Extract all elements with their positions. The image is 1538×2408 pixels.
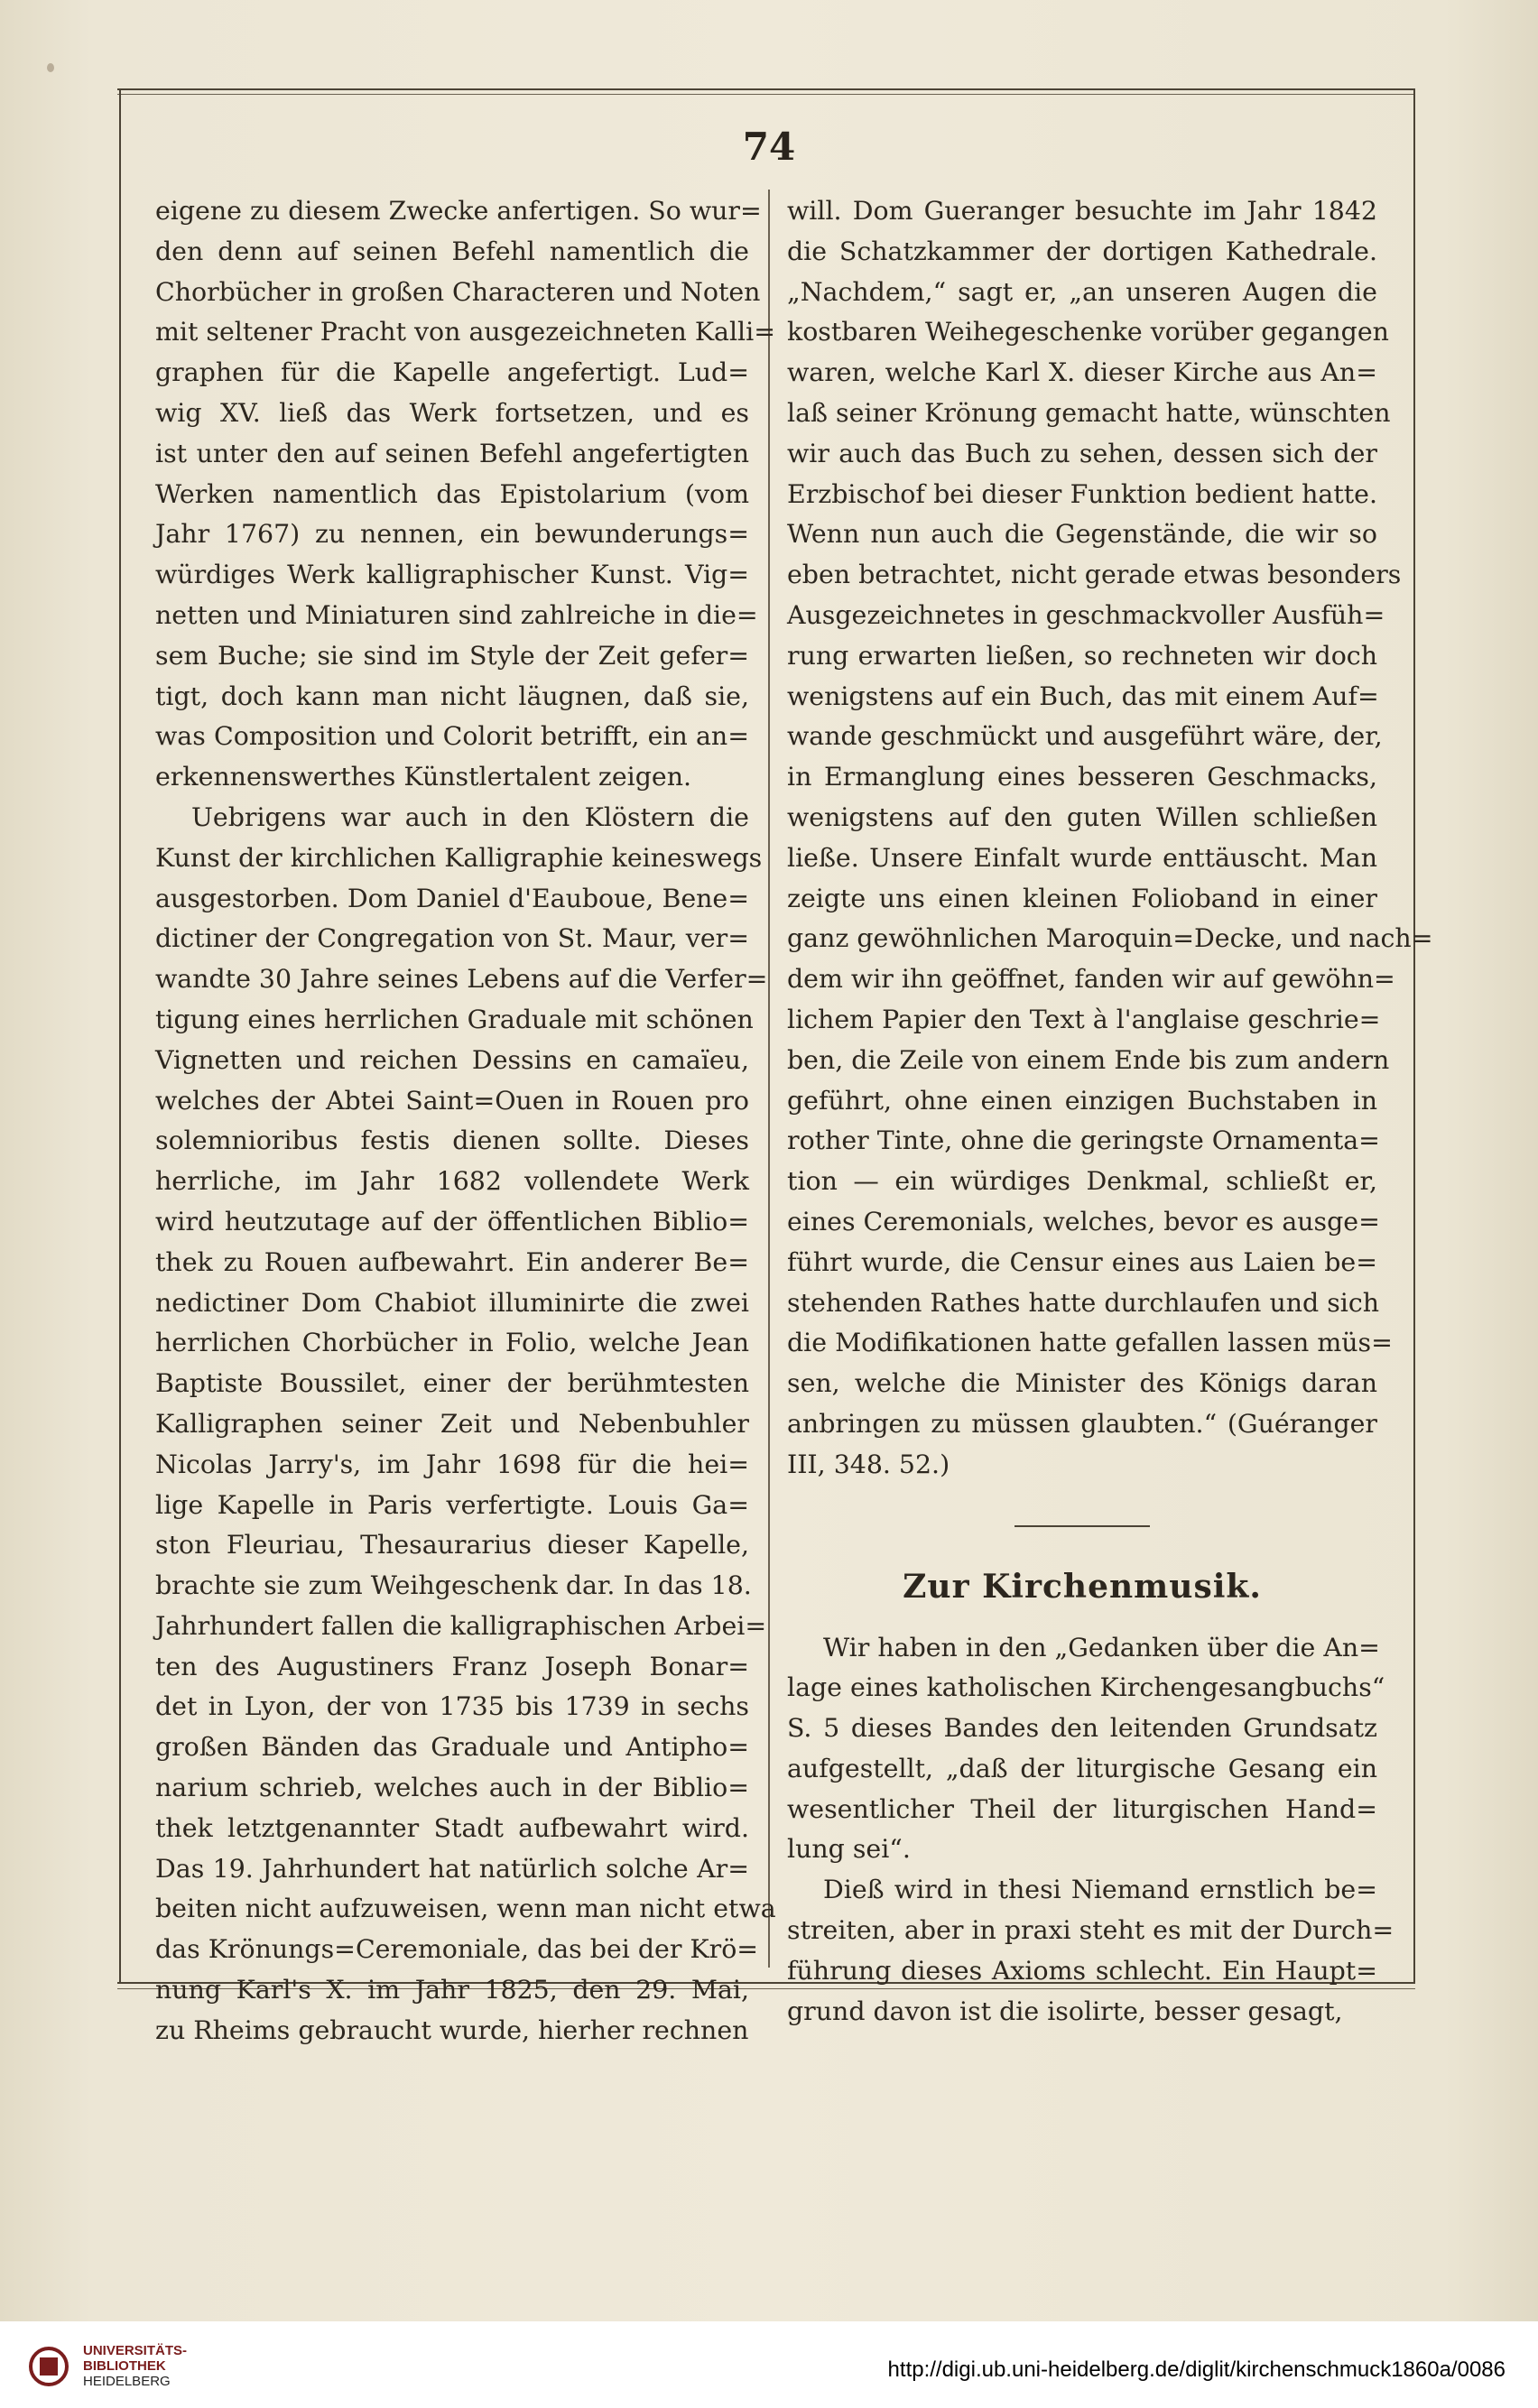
left-column-line: Das 19. Jahrhundert hat natürlich solche Ar= xyxy=(155,1853,749,1884)
left-column-line: netten und Miniaturen sind zahlreiche in die= xyxy=(155,599,758,630)
page-number: 74 xyxy=(742,125,796,169)
right-column-top-line: ließe. Unsere Einfalt wurde enttäuscht. Man xyxy=(787,842,1377,873)
left-column-line: beiten nicht aufzuweisen, wenn man nicht etwa xyxy=(155,1894,776,1924)
right-column-top-line: wenigstens auf den guten Willen schließen xyxy=(787,801,1377,832)
left-column-line: wird heutzutage auf der öffentlichen Biblio= xyxy=(155,1206,749,1236)
right-column-top-line: stehenden Rathes hatte durchlaufen und sich xyxy=(787,1287,1380,1318)
frame-top-rule xyxy=(117,88,1413,90)
left-column-line: herrlichen Chorbücher in Folio, welche Jean xyxy=(155,1328,749,1358)
right-column-bottom-line: Wir haben in den „Gedanken über die An= xyxy=(823,1632,1380,1662)
right-column-top-line: rung erwarten ließen, so rechneten wir doch xyxy=(787,640,1377,671)
left-column-line: narium schrieb, welches auch in der Biblio= xyxy=(155,1773,749,1803)
left-column-line: nung Karl's X. im Jahr 1825, den 29. Mai, xyxy=(155,1975,749,2005)
right-column-text-top xyxy=(787,191,1433,1486)
left-column-line: tigt, doch kann man nicht läugnen, daß sie, xyxy=(155,681,749,711)
right-column-top-line: Wenn nun auch die Gegenstände, die wir so xyxy=(787,519,1377,550)
right-column-top-line: „Nachdem,“ sagt er, „an unseren Augen die xyxy=(787,276,1377,307)
right-column-bottom-line: S. 5 dieses Bandes den leitenden Grundsatz xyxy=(787,1713,1377,1744)
right-column-bottom-line: lage eines katholischen Kirchengesangbuchs“ xyxy=(787,1672,1385,1703)
left-column-line: Baptiste Boussilet, einer der berühmtesten xyxy=(155,1368,749,1399)
left-column-line: erkennenswerthes Künstlertalent zeigen. xyxy=(155,762,692,792)
right-column-top-line: will. Dom Gueranger besuchte im Jahr 1842 xyxy=(787,196,1377,226)
left-column-line: tigung eines herrlichen Graduale mit schönen xyxy=(155,1004,754,1034)
right-column-bottom-line: aufgestellt, „daß der liturgische Gesang ein xyxy=(787,1753,1377,1783)
left-column-line: würdiges Werk kalligraphischer Kunst. Vig= xyxy=(155,560,749,590)
left-column-line: zu Rheims gebraucht wurde, hierher rechnen xyxy=(155,2014,749,2045)
right-column-bottom-line: führung dieses Axioms schlecht. Ein Haupt= xyxy=(787,1955,1377,1986)
frame-top-rule-thin xyxy=(117,94,1413,95)
left-column-line: das Krönungs=Ceremoniale, das bei der Krö= xyxy=(155,1934,759,1965)
left-column-line: brachte sie zum Weihgeschenk dar. In das 18. xyxy=(155,1570,752,1601)
left-column-line: eigene zu diesem Zwecke anfertigen. So wur= xyxy=(155,196,762,226)
left-column-line: herrliche, im Jahr 1682 vollendete Werk xyxy=(155,1166,749,1197)
section-separator-rule xyxy=(1015,1525,1150,1527)
left-column-line: graphen für die Kapelle angefertigt. Lud= xyxy=(155,357,749,388)
right-column-top-line: geführt, ohne einen einzigen Buchstaben in xyxy=(787,1085,1377,1116)
left-column-line: lige Kapelle in Paris verfertigte. Louis Ga= xyxy=(155,1489,749,1520)
right-column-top-line: wenigstens auf ein Buch, das mit einem Auf= xyxy=(787,681,1379,711)
left-column-line: sem Buche; sie sind im Style der Zeit gefer= xyxy=(155,640,749,671)
left-column-line: Werken namentlich das Epistolarium (vom xyxy=(155,478,749,509)
paper-spot xyxy=(47,63,54,72)
left-column-line: was Composition und Colorit betrifft, ein an= xyxy=(155,721,749,752)
right-column-top-line: ganz gewöhnlichen Maroquin=Decke, und nach= xyxy=(787,923,1433,954)
left-column-line: wig XV. ließ das Werk fortsetzen, und es xyxy=(155,397,749,428)
left-column-line: mit seltener Pracht von ausgezeichneten Kalli= xyxy=(155,317,775,347)
left-column-line: nedictiner Dom Chabiot illuminirte die zwei xyxy=(155,1287,749,1318)
left-column-line: Uebrigens war auch in den Klöstern die xyxy=(191,801,749,832)
right-column-top-line: sen, welche die Minister des Königs daran xyxy=(787,1368,1377,1399)
right-column-top-line: die Schatzkammer der dortigen Kathedrale. xyxy=(787,236,1377,266)
right-column-top-line: die Modifikationen hatte gefallen lassen müs= xyxy=(787,1328,1393,1358)
left-column-line: welches der Abtei Saint=Ouen in Rouen pro xyxy=(155,1085,749,1116)
right-column-top-line: laß seiner Krönung gemacht hatte, wünschten xyxy=(787,397,1391,428)
left-column-line: thek zu Rouen aufbewahrt. Ein anderer Be= xyxy=(155,1246,749,1277)
right-column-top-line: ben, die Zeile von einem Ende bis zum andern xyxy=(787,1044,1390,1075)
left-column-line: dictiner der Congregation von St. Maur, ver= xyxy=(155,923,749,954)
left-column xyxy=(155,191,776,2051)
source-url-link[interactable]: http://digi.ub.uni-heidelberg.de/diglit/kirchenschmuck1860a/0086 xyxy=(887,2357,1506,2382)
right-column-top-line: kostbaren Weihegeschenke vorüber gegangen xyxy=(787,317,1389,347)
left-column-line: ston Fleuriau, Thesaurarius dieser Kapelle, xyxy=(155,1530,749,1561)
right-column-bottom-line: lung sei“. xyxy=(787,1834,911,1865)
right-column-top-line: tion — ein würdiges Denkmal, schließt er, xyxy=(787,1166,1377,1197)
left-column-line: ausgestorben. Dom Daniel d'Eauboue, Bene= xyxy=(155,883,749,913)
right-column-bottom-line: streiten, aber in praxi steht es mit der Durch= xyxy=(787,1915,1394,1946)
left-column-line: Jahrhundert fallen die kalligraphischen Arbei= xyxy=(155,1610,767,1641)
left-column-line: den denn auf seinen Befehl namentlich die xyxy=(155,236,749,266)
left-column-line: Chorbücher in großen Characteren und Noten xyxy=(155,276,761,307)
right-column-top-line: Erzbischof bei dieser Funktion bedient hatte. xyxy=(787,478,1377,509)
left-column-line: solemnioribus festis dienen sollte. Dieses xyxy=(155,1125,749,1156)
right-column-bottom-line: Dieß wird in thesi Niemand ernstlich be= xyxy=(823,1875,1377,1905)
right-column-top-line: III, 348. 52.) xyxy=(787,1449,950,1479)
right-column-top-line: in Ermanglung eines besseren Geschmacks, xyxy=(787,762,1377,792)
right-column-top-line: waren, welche Karl X. dieser Kirche aus An= xyxy=(787,357,1377,388)
left-column-line: wandte 30 Jahre seines Lebens auf die Verfer= xyxy=(155,964,768,995)
left-column-line: Nicolas Jarry's, im Jahr 1698 für die hei= xyxy=(155,1449,749,1479)
right-column xyxy=(787,191,1433,2032)
left-column-line: Kalligraphen seiner Zeit und Nebenbuhler xyxy=(155,1408,749,1439)
frame-right-rule xyxy=(1413,88,1415,1984)
left-column-line: Jahr 1767) zu nennen, ein bewunderungs= xyxy=(155,519,749,550)
library-name-line-3: HEIDELBERG xyxy=(83,2374,171,2389)
left-column-line: Kunst der kirchlichen Kalligraphie keineswegs xyxy=(155,842,763,873)
right-column-top-line: rother Tinte, ohne die geringste Ornamenta= xyxy=(787,1125,1380,1156)
left-column-line: ist unter den auf seinen Befehl angefertigten xyxy=(155,438,749,468)
column-divider xyxy=(768,190,770,1968)
right-column-top-line: zeigte uns einen kleinen Folioband in einer xyxy=(787,883,1377,913)
right-column-top-line: Ausgezeichnetes in geschmackvoller Ausfüh= xyxy=(787,599,1385,630)
right-column-top-line: anbringen zu müssen glaubten.“ (Guéranger xyxy=(787,1408,1377,1439)
library-name-line-2: BIBLIOTHEK xyxy=(83,2358,166,2374)
frame-left-rule xyxy=(119,88,121,1984)
right-column-top-line: wir auch das Buch zu sehen, dessen sich der xyxy=(787,438,1377,468)
library-name xyxy=(83,2343,187,2389)
left-column-line: thek letztgenannter Stadt aufbewahrt wird. xyxy=(155,1812,749,1843)
left-column-line: ten des Augustiners Franz Joseph Bonar= xyxy=(155,1651,749,1681)
left-column-line: Vignetten und reichen Dessins en camaïeu, xyxy=(155,1044,749,1075)
left-column-line: det in Lyon, der von 1735 bis 1739 in sechs xyxy=(155,1691,749,1722)
right-column-bottom-line: grund davon ist die isolirte, besser gesagt, xyxy=(787,1996,1343,2026)
university-library-logo-icon xyxy=(27,2345,70,2388)
right-column-top-line: lichem Papier den Text à l'anglaise geschrie= xyxy=(787,1004,1381,1034)
section-heading: Zur Kirchenmusik. xyxy=(903,1567,1262,1606)
right-column-top-line: führt wurde, die Censur eines aus Laien be= xyxy=(787,1246,1377,1277)
right-column-top-line: eben betrachtet, nicht gerade etwas besonders xyxy=(787,560,1402,590)
right-column-text-bottom xyxy=(787,1628,1394,2033)
right-column-bottom-line: wesentlicher Theil der liturgischen Hand= xyxy=(787,1793,1377,1824)
right-column-top-line: wande geschmückt und ausgeführt wäre, der, xyxy=(787,721,1383,752)
right-column-top-line: eines Ceremonials, welches, bevor es ausge= xyxy=(787,1206,1380,1236)
right-column-top-line: dem wir ihn geöffnet, fanden wir auf gewöhn= xyxy=(787,964,1395,995)
library-name-line-1: UNIVERSITÄTS- xyxy=(83,2343,188,2358)
left-column-line: großen Bänden das Graduale und Antipho= xyxy=(155,1732,749,1763)
